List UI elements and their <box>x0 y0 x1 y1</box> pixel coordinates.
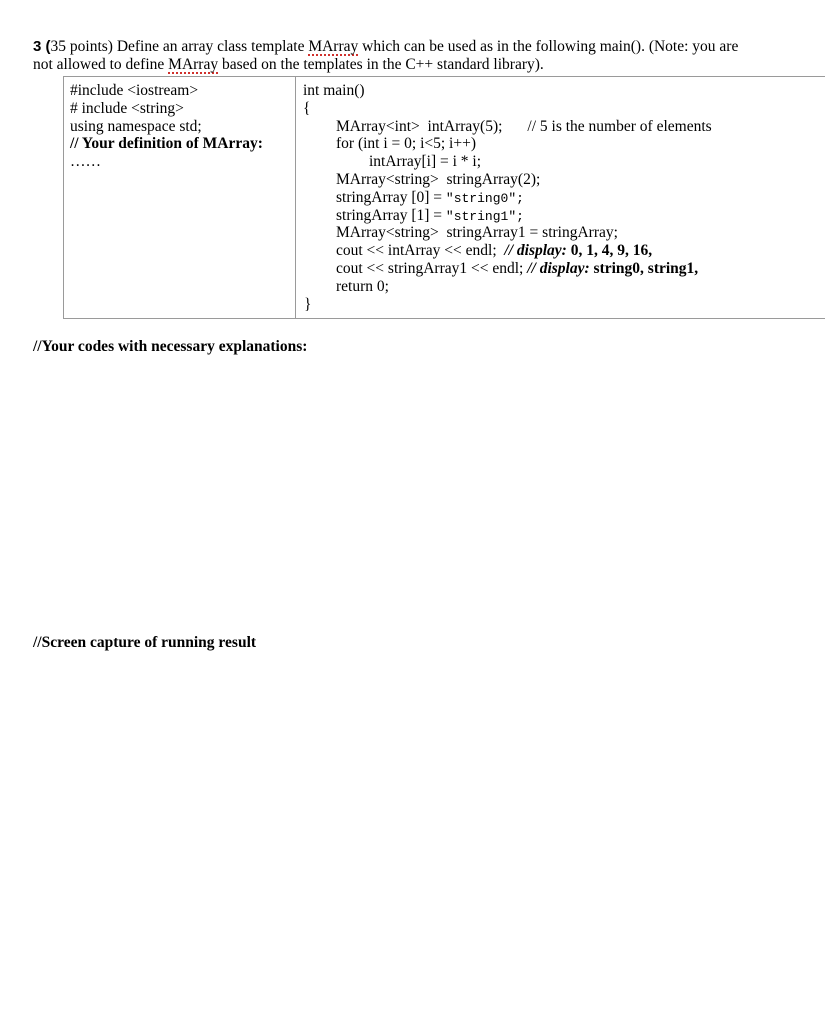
points-text: 35 points) Define an array class template <box>50 38 309 55</box>
definition-comment: // Your definition of MArray: <box>70 135 263 153</box>
elements-comment: // 5 is the number of elements <box>527 117 712 135</box>
string0-assign: stringArray [0] = <box>336 188 446 206</box>
code-line-stringarray: MArray<string> stringArray(2); <box>336 170 541 188</box>
string0-literal: "string0"; <box>445 190 524 206</box>
question-line-2 <box>33 56 808 74</box>
code-line-return: return 0; <box>336 277 389 295</box>
code-line-string1 <box>303 207 825 225</box>
question-prompt <box>33 38 808 74</box>
class-name: MArray <box>308 38 359 55</box>
capture-heading: //Screen capture of running result <box>33 634 257 651</box>
cout-string-code: cout << stringArray1 << endl; <box>336 259 528 277</box>
display-comment-1: // display: <box>504 242 567 260</box>
codes-heading: //Your codes with necessary explanations: <box>33 338 308 355</box>
left-code-cell <box>64 77 296 318</box>
code-line-assign: intArray[i] = i * i; <box>369 153 482 171</box>
main-signature: int main() <box>303 82 365 99</box>
include-string: # include <string> <box>70 99 184 117</box>
cout-int-code: cout << intArray << endl; <box>336 242 505 260</box>
include-iostream: #include <iostream> <box>70 82 199 99</box>
open-brace: { <box>303 99 311 117</box>
display-output-1: 0, 1, 4, 9, 16, <box>566 242 653 260</box>
line2-start: not allowed to define <box>33 56 169 73</box>
close-brace: } <box>304 296 312 313</box>
code-table <box>63 76 825 319</box>
points-open: ( <box>41 38 51 55</box>
line1-rest: which can be used as in the following main(). (Note: you are <box>358 38 739 55</box>
class-name-2: MArray <box>168 56 219 73</box>
right-code-cell <box>296 77 825 318</box>
line2-rest: based on the templates in the C++ standard library). <box>218 56 544 73</box>
ellipsis: …… <box>70 153 101 171</box>
code-line-intarray <box>303 118 825 136</box>
code-line-string0 <box>303 189 825 207</box>
using-namespace: using namespace std; <box>70 117 202 135</box>
string1-assign: stringArray [1] = <box>336 206 446 224</box>
display-comment-2: // display: <box>527 259 590 277</box>
string1-literal: "string1"; <box>445 208 524 224</box>
question-number: 3 <box>33 38 42 55</box>
intarray-decl: MArray<int> intArray(5); <box>336 117 503 135</box>
code-line-for: for (int i = 0; i<5; i++) <box>336 135 477 153</box>
code-line-cout-int <box>303 242 825 260</box>
code-line-cout-string <box>303 260 825 278</box>
question-line-1 <box>33 38 808 56</box>
display-output-2: string0, string1, <box>589 259 699 277</box>
code-line-copy: MArray<string> stringArray1 = stringArray; <box>336 224 618 242</box>
